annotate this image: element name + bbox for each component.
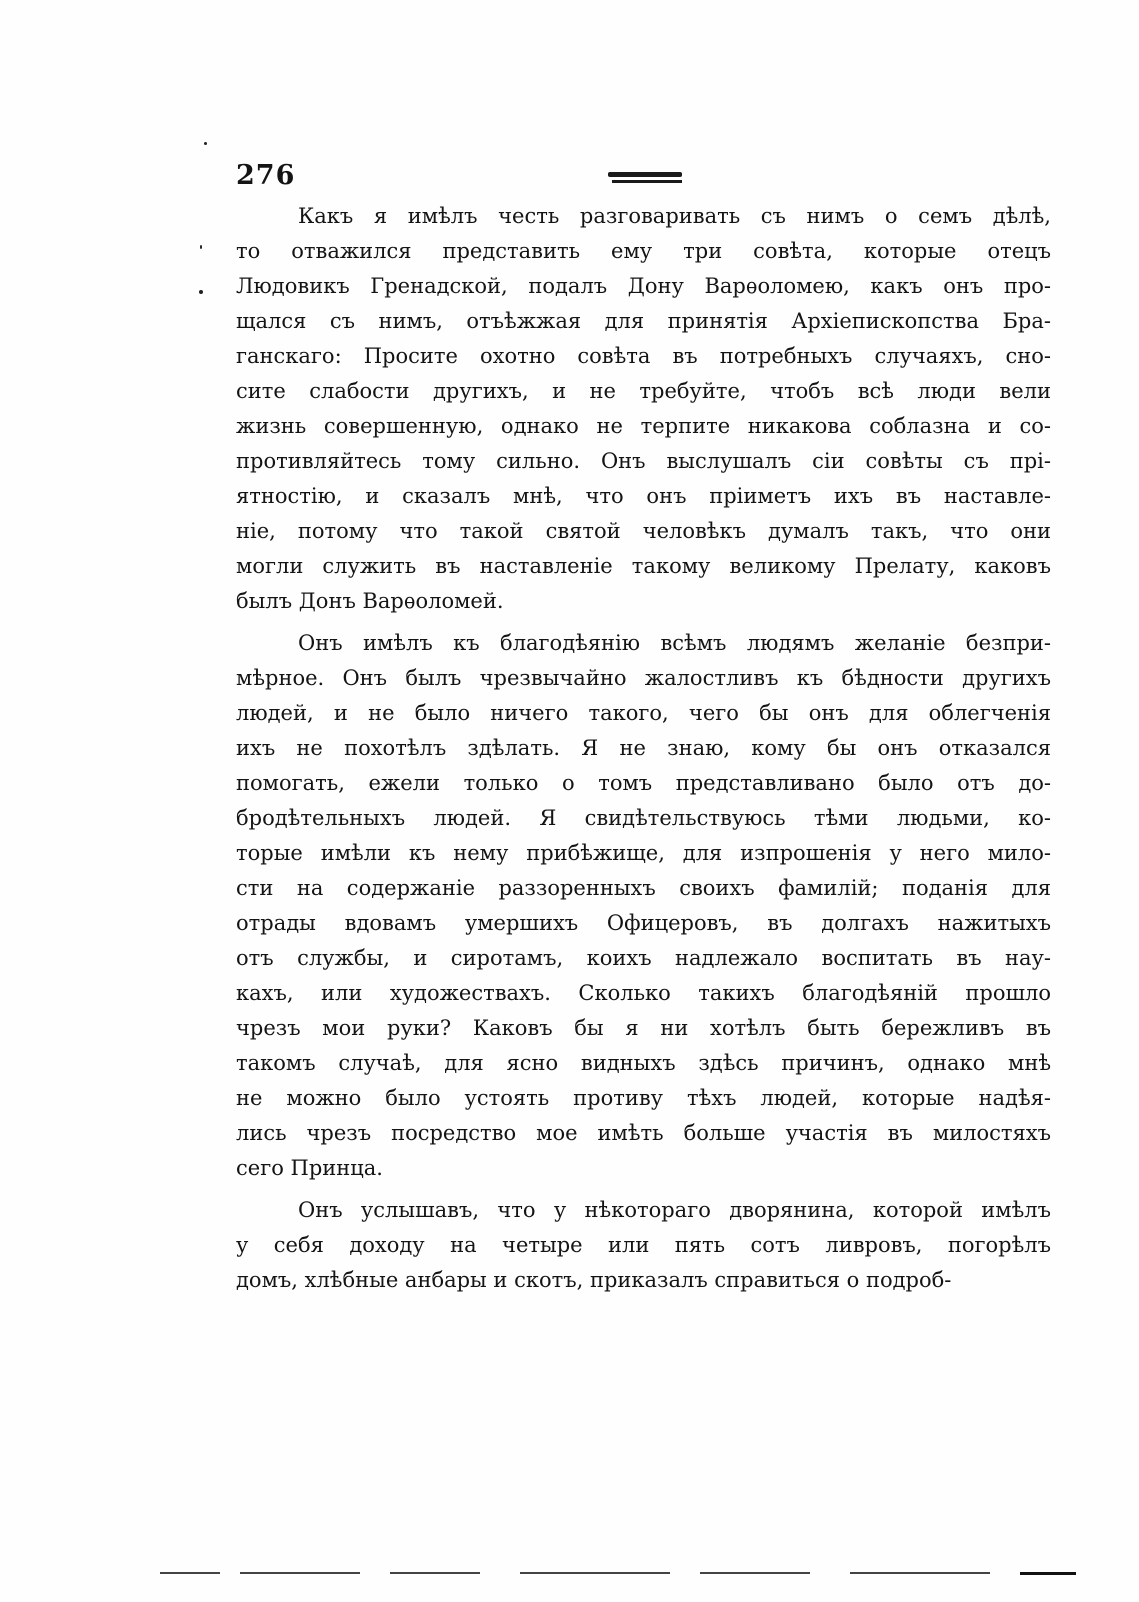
text-line: отъ службы, и сиротамъ, коихъ надлежало воспитать въ нау- [236,946,1051,970]
scan-dash [390,1572,480,1574]
headpiece-ornament [608,172,682,184]
text-line: домъ, хлѣбные анбары и скотъ, приказалъ справиться о подроб- [236,1268,952,1292]
scan-dash [160,1572,220,1574]
text-line: у себя доходу на четыре или пять сотъ ливровъ, погорѣлъ [236,1233,1051,1257]
scan-speck [204,142,207,145]
scan-speck [200,245,202,249]
text-line: чрезъ мои руки? Каковъ бы я ни хотѣлъ быть бережливъ въ [236,1016,1051,1040]
text-line: Людовикъ Гренадской, подалъ Дону Варѳоломею, какъ онъ про- [236,274,1051,298]
paragraph [236,199,1051,619]
text-line: Онъ имѣлъ къ благодѣянію всѣмъ людямъ желаніе безпри- [298,631,1051,655]
text-line: отрады вдовамъ умершихъ Офицеровъ, въ долгахъ нажитыхъ [236,911,1051,935]
text-line: жизнь совершенную, однако не терпите никакова соблазна и со- [236,414,1051,438]
page-number: 276 [236,160,296,191]
text-line: кахъ, или художествахъ. Сколько такихъ благодѣяній прошло [236,981,1051,1005]
text-line: лись чрезъ посредство мое имѣть больше участія въ милостяхъ [236,1121,1051,1145]
paragraph [236,1193,1051,1298]
text-line: сти на содержаніе раззоренныхъ своихъ фамилій; поданія для [236,876,1051,900]
text-line: помогать, ежели только о томъ представливано было отъ до- [236,771,1051,795]
text-line: сего Принца. [236,1156,383,1180]
text-line: мѣрное. Онъ былъ чрезвычайно жалостливъ къ бѣдности другихъ [236,666,1051,690]
text-line: ніе, потому что такой святой человѣкъ думалъ такъ, что они [236,519,1051,543]
footer-scan-edge [160,1566,1080,1580]
text-line: былъ Донъ Варѳоломей. [236,589,504,613]
text-line: торые имѣли къ нему прибѣжище, для изпрошенія у него мило- [236,841,1051,865]
scan-dash [700,1572,810,1574]
scan-dash [520,1572,670,1574]
text-line: Онъ услышавъ, что у нѣкотораго дворянина, которой имѣлъ [298,1198,1051,1222]
text-line: могли служить въ наставленіе такому великому Прелату, каковъ [236,554,1051,578]
text-line: ганскаго: Просите охотно совѣта въ потребныхъ случаяхъ, сно- [236,344,1051,368]
text-line: щался съ нимъ, отъѣжжая для принятія Архіепископства Бра- [236,309,1051,333]
text-line: ихъ не похотѣлъ здѣлать. Я не знаю, кому бы онъ отказался [236,736,1051,760]
text-line: то отважился представить ему три совѣта, которые отецъ [236,239,1051,263]
scan-dash [850,1572,990,1574]
body-text [236,199,1051,1305]
text-line: людей, и не было ничего такого, чего бы онъ для облегченія [236,701,1051,725]
text-line: сите слабости другихъ, и не требуйте, чтобъ всѣ люди вели [236,379,1051,403]
text-line: ятностію, и сказалъ мнѣ, что онъ пріиметъ ихъ въ наставле- [236,484,1051,508]
ornament-bar-upper [608,172,682,177]
ornament-bar-lower [612,180,682,183]
scan-speck [199,290,203,294]
text-line: Какъ я имѣлъ честь разговаривать съ нимъ о семъ дѣлѣ, [298,204,1051,228]
text-line: не можно было устоять противу тѣхъ людей, которые надѣя- [236,1086,1051,1110]
text-line: противляйтесь тому сильно. Онъ выслушалъ сіи совѣты съ прі- [236,449,1051,473]
text-line: бродѣтельныхъ людей. Я свидѣтельствуюсь тѣми людьми, ко- [236,806,1051,830]
scan-dash [240,1572,360,1574]
text-line: такомъ случаѣ, для ясно видныхъ здѣсь причинъ, однако мнѣ [236,1051,1051,1075]
paragraph [236,626,1051,1186]
scan-dash [1020,1572,1076,1575]
